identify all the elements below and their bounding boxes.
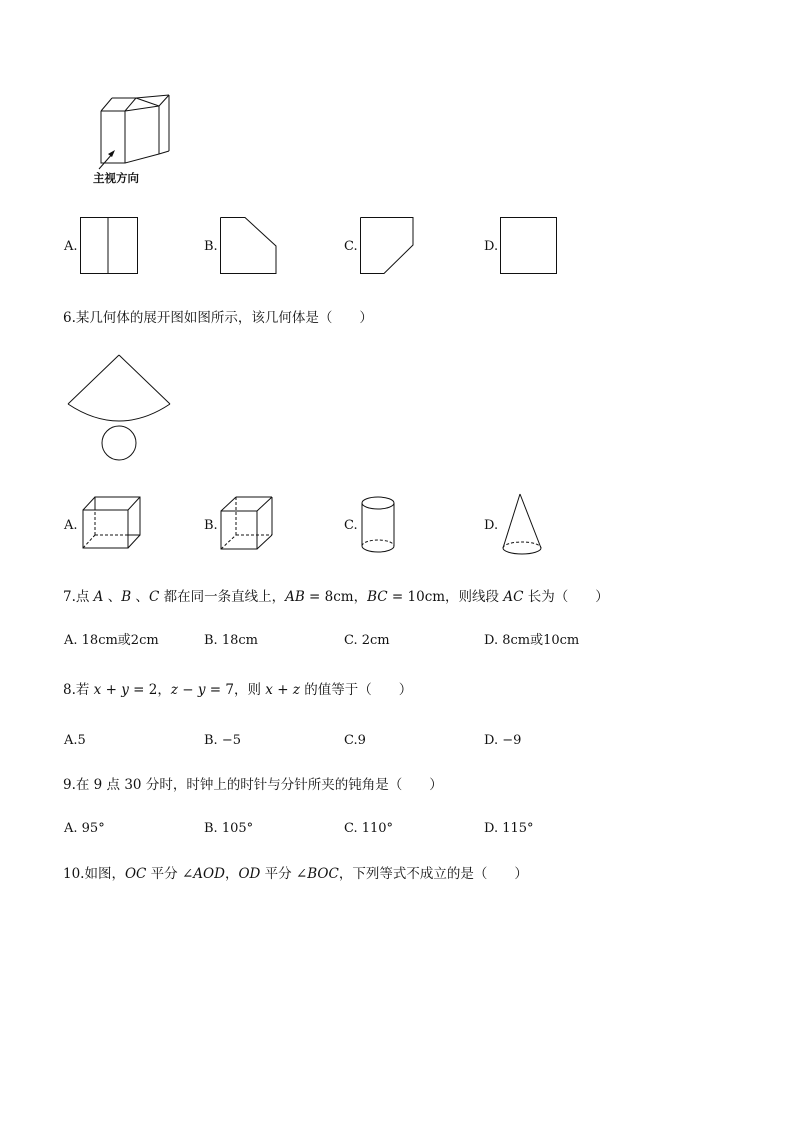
q7-stem-number: 7.点 [63,589,94,605]
q7-option-d: D. 8cm或10cm [484,633,580,648]
q10-angle-boc: BOC [307,866,339,882]
q7-segment-bc: BC [367,589,388,605]
q8-var-y-2: y [197,682,206,698]
q7-sep-1: 、 [103,589,122,605]
q5-view-direction-label: 主视方向 [93,171,139,185]
q8-op-plus-2: + [272,682,293,698]
q8-var-z: z [170,682,178,698]
q8-var-x: x [93,682,102,698]
q8-option-c: C.9 [344,733,366,748]
q10-ray-oc: OC [124,866,147,882]
q10-stem-end: ，下列等式不成立的是（ ） [338,866,528,882]
q10-angle-aod: AOD [193,866,225,882]
q7-stem-mid: 都在同一条直线上， [159,589,286,605]
q8-option-b: B. −5 [204,733,241,748]
q8-var-z-2: z [292,682,300,698]
q5-option-d-label: D. [484,239,499,254]
q10-ray-od: OD [238,866,261,882]
q6-option-b-label: B. [204,518,218,533]
q5-option-a-figure [80,217,140,275]
q10-comma: ， [224,866,239,882]
q6-net-figure [64,352,174,464]
q7-eq-2: = 10cm，则线段 [387,589,504,605]
q6-option-a-label: A. [64,518,78,533]
q5-option-b-figure [220,217,280,275]
q7-option-a: A. 18cm或2cm [64,633,159,648]
q8-var-x-2: x [265,682,273,698]
q7-segment-ac: AC [503,589,524,605]
q9-option-b: B. 105° [204,821,254,836]
q8-eq-1: = 2， [128,682,171,698]
q7-stem [63,588,609,606]
q6-option-c-cylinder-figure [360,494,400,556]
q7-segment-ab: AB [285,589,305,605]
q5-option-a-label: A. [64,239,78,254]
q9-option-d: D. 115° [484,821,534,836]
q7-point-c: C [148,589,160,605]
q8-eq-2: = 7，则 [205,682,266,698]
q6-option-c-label: C. [344,518,358,533]
q6-option-d-label: D. [484,518,499,533]
q8-stem-end: 的值等于（ ） [299,682,413,698]
q10-stem [63,865,528,883]
q7-option-b: B. 18cm [204,633,258,648]
q8-op-minus: − [177,682,198,698]
q7-point-a: A [93,589,104,605]
q9-option-a: A. 95° [64,821,105,836]
q6-stem: 6.某几何体的展开图如图所示，该几何体是（ ） [63,310,373,326]
q8-stem-start: 8.若 [63,682,94,698]
q6-option-b-cube-figure [220,496,278,554]
q6-option-a-cuboid-figure [82,496,144,554]
q10-bisects-2: 平分 ∠ [260,866,308,882]
q5-option-c-figure [360,217,420,275]
q8-option-d: D. −9 [484,733,522,748]
q9-stem: 9.在 9 点 30 分时，时钟上的时针与分针所夹的钝角是（ ） [63,777,443,793]
q7-sep-2: 、 [131,589,149,605]
q10-stem-start: 10.如图， [63,866,125,882]
q7-stem-end: 长为（ ） [523,589,609,605]
q5-option-b-label: B. [204,239,218,254]
q10-bisects-1: 平分 ∠ [146,866,194,882]
q7-option-c: C. 2cm [344,633,390,648]
q6-option-d-cone-figure [500,492,548,558]
q8-stem [63,681,412,699]
q5-option-d-figure [500,217,560,275]
q7-eq-1: = 8cm， [304,589,368,605]
q8-var-y: y [121,682,129,698]
q8-op-plus: + [101,682,122,698]
q5-option-c-label: C. [344,239,358,254]
q9-option-c: C. 110° [344,821,394,836]
q8-option-a: A.5 [64,733,86,748]
q7-point-b: B [121,589,132,605]
